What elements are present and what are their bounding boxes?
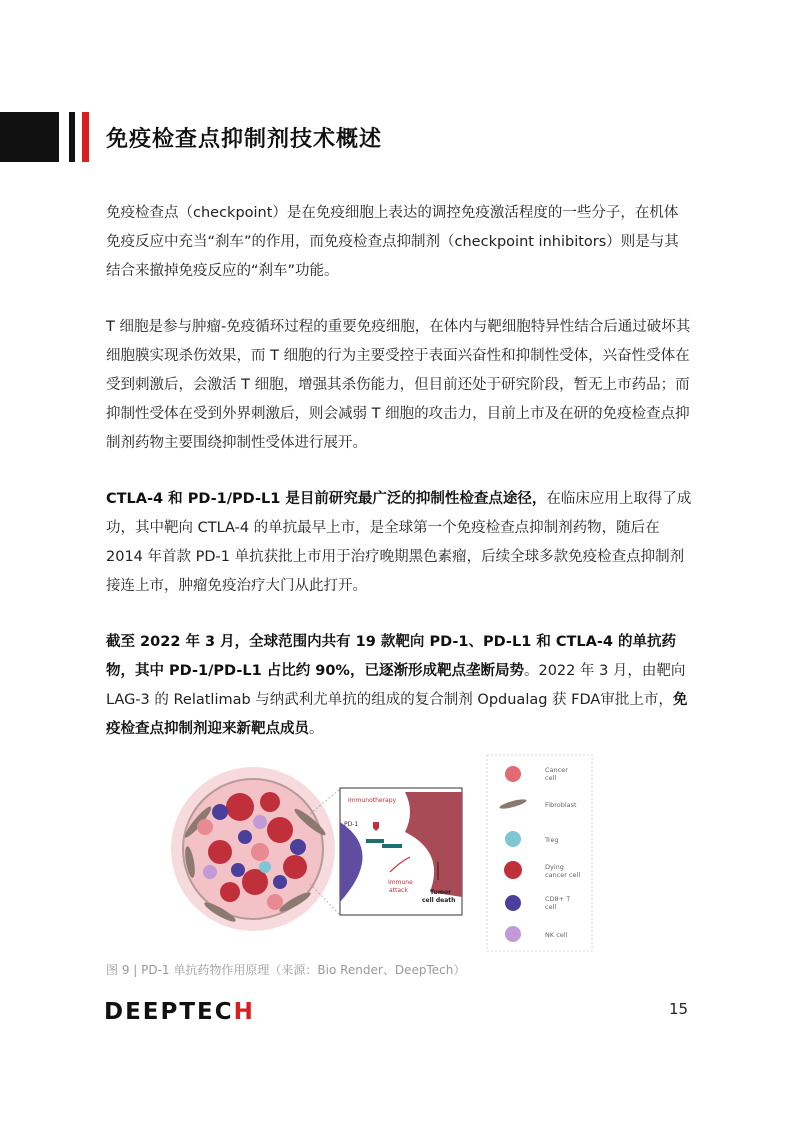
dying-cancer-cell (267, 817, 293, 843)
immunotherapy-label: Immunotherapy (348, 797, 397, 804)
dying-cancer-cell (208, 840, 232, 864)
legend-treg-icon (505, 831, 521, 847)
nk-cell (203, 865, 217, 879)
header-black-block (0, 112, 59, 162)
figure-caption: 图 9 | PD-1 单抗药物作用原理（来源：Bio Render、DeepTech） (106, 963, 466, 977)
legend-cd8-label: cell (545, 903, 557, 911)
cd8-t-cell (290, 839, 306, 855)
tumor-cell-death-label: Tumor (430, 889, 452, 896)
pd-l1-ligand (382, 844, 402, 848)
dying-cancer-cell (220, 882, 240, 902)
dying-cancer-cell (260, 792, 280, 812)
legend-cancer-label: cell (545, 774, 557, 782)
cancer-cell (197, 819, 213, 835)
logo-accent: H (233, 999, 255, 1025)
section-title: 免疫检查点抑制剂技术概述 (106, 127, 383, 152)
header-red-bar (82, 112, 89, 162)
paragraph-t-cell: T 细胞是参与肿瘤-免疫循环过程的重要免疫细胞，在体内与靶细胞特异性结合后通过破坏其细胞膜实现杀伤效果，而 T 细胞的行为主要受控于表面兴奋性和抑制性受体，兴奋性受体在受到刺激后，会激活 T 细胞，增强其杀伤能力，但目前还处于研究阶段，暂无上市药品；而抑制性受体在受到外界刺激后，则会减弱 T 细胞的攻击力，目前上市及在研的免疫检查点抑制剂药物主要围绕抑制性受体进行展开。 (106, 319, 691, 451)
immune-attack-label: attack (389, 887, 408, 894)
paragraph-new-target-bold: 免疫检查点抑制剂迎来新靶点成员 (106, 692, 688, 737)
legend-nk-label: NK cell (545, 931, 568, 939)
immune-attack-label: Immune (388, 879, 413, 886)
logo-text: DEEPTEC (104, 999, 234, 1025)
legend-dying-label: cancer cell (545, 871, 581, 879)
cd8-t-cell (273, 875, 287, 889)
paragraph-ctla4-pd1 (106, 485, 692, 601)
cd8-t-cell (231, 863, 245, 877)
legend-cd8-label: CD8+ T (545, 895, 571, 903)
pd1-mechanism-figure (160, 752, 600, 952)
cd8-t-cell (238, 830, 252, 844)
cancer-cell (251, 843, 269, 861)
paragraph-market-text: 。2022 年 3 月，由靶向 LAG-3 的 Relatlimab 与纳武利尤单抗的组成的复合制剂 Opdualag 获 FDA审批上市， (106, 663, 686, 708)
tumor-cell-death-label: cell death (422, 897, 456, 904)
pd1-receptor (366, 839, 384, 843)
nk-cell (253, 815, 267, 829)
pd1-label: PD-1 (344, 821, 359, 828)
cancer-cell (267, 894, 283, 910)
page-number: 15 (669, 1000, 689, 1018)
dying-cancer-cell (283, 855, 307, 879)
legend-cancer-label: Cancer (545, 766, 568, 774)
cd8-t-cell (212, 804, 228, 820)
treg-cell (259, 861, 271, 873)
dying-cancer-cell (226, 793, 254, 821)
paragraph-ctla4-bold: CTLA-4 和 PD-1/PD-L1 是目前研究最广泛的抑制性检查点途径， (106, 491, 547, 507)
legend-nk-icon (505, 926, 521, 942)
legend-cd8-icon (505, 895, 521, 911)
legend-treg-label: Treg (545, 836, 559, 844)
legend-box (487, 755, 592, 951)
paragraph-market-bold: 截至 2022 年 3 月，全球范围内共有 19 款靶向 PD-1、PD-L1 和 CTLA-4 的单抗药物，其中 PD-1/PD-L1 占比约 90%，已逐渐形成靶点垄断局势 (106, 634, 677, 679)
paragraph-ctla4-text: 在临床应用上取得了成功，其中靶向 CTLA-4 的单抗最早上市，是全球第一个免疫检查点抑制剂药物，随后在 2014 年首款 PD-1 单抗获批上市用于治疗晚期黑色素瘤，后续全球多款免疫检查点抑制剂接连上市，肿瘤免疫治疗大门从此打开。 (106, 491, 692, 594)
paragraph-market-status (106, 628, 692, 744)
legend-dying-label: Dying (545, 863, 564, 871)
paragraph-checkpoint-intro: 免疫检查点（checkpoint）是在免疫细胞上表达的调控免疫激活程度的一些分子，在机体免疫反应中充当“刹车”的作用，而免疫检查点抑制剂（checkpoint inhibitors）则是与其结合来撤掉免疫反应的“刹车”功能。 (106, 205, 679, 279)
legend-cancer-icon (505, 766, 521, 782)
deeptech-logo (104, 999, 255, 1025)
header-black-bar (69, 112, 75, 162)
legend-fibroblast-label: Fibroblast (545, 801, 577, 809)
legend-dying-icon (504, 861, 522, 879)
paragraph-market-end: 。 (309, 721, 324, 737)
